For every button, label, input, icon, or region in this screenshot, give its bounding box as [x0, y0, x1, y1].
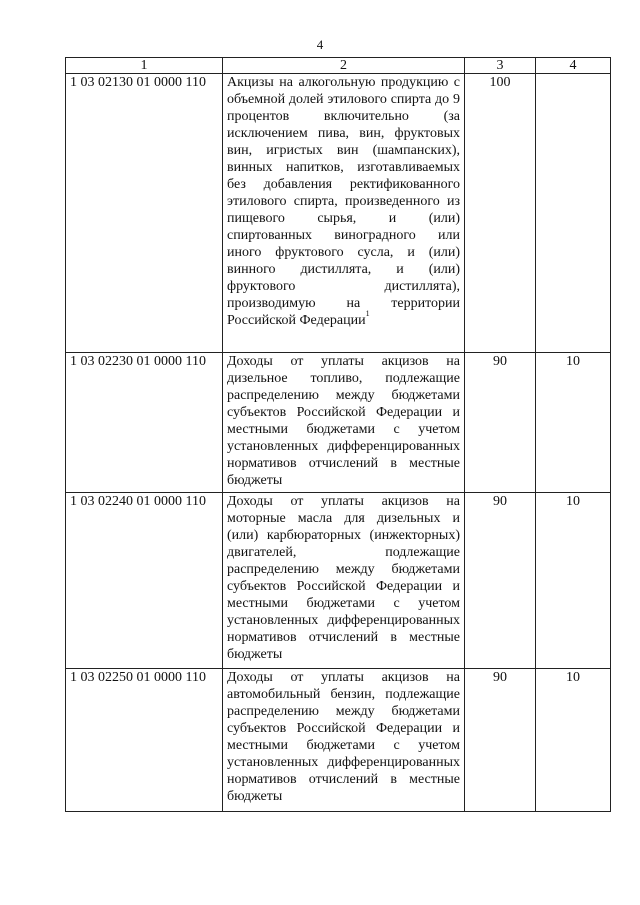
revenue-description	[223, 74, 465, 353]
revenue-code: 1 03 02250 01 0000 110	[66, 669, 223, 812]
col3-value: 90	[465, 493, 536, 669]
col4-value: 10	[536, 493, 611, 669]
revenue-description-text: Акцизы на алкогольную продукцию с объемной долей этилового спирта до 9 процентов включительно (за исключением пива, вин, фруктовых вин, игристых вин (шампанских), винных напитков, изготавливаемых без добавления ректификованного этилового спирта, произведенного из пищевого сырья, и (или) спиртованных виноградного или иного фруктового сусла, и (или) винного дистиллята, и (или) фруктового дистиллята), производимую на территории Российской Федерации	[227, 75, 460, 328]
column-header-1: 1	[66, 58, 223, 74]
column-header-3: 3	[465, 58, 536, 74]
col4-value	[536, 74, 611, 353]
col3-value: 90	[465, 353, 536, 493]
table-header-row	[66, 58, 611, 74]
table-row	[66, 669, 611, 812]
footnote-marker: 1	[365, 309, 370, 319]
budget-revenue-table	[65, 57, 611, 812]
revenue-description: Доходы от уплаты акцизов на дизельное топливо, подлежащие распределению между бюджетами субъектов Российской Федерации и местными бюджетами с учетом установленных дифференцированных нормативов отчислений в местные бюджеты	[223, 353, 465, 493]
revenue-code: 1 03 02240 01 0000 110	[66, 493, 223, 669]
col4-value: 10	[536, 669, 611, 812]
col3-value: 100	[465, 74, 536, 353]
column-header-4: 4	[536, 58, 611, 74]
revenue-code: 1 03 02230 01 0000 110	[66, 353, 223, 493]
col4-value: 10	[536, 353, 611, 493]
revenue-description: Доходы от уплаты акцизов на моторные масла для дизельных и (или) карбюраторных (инжекторных) двигателей, подлежащие распределению между бюджетами субъектов Российской Федерации и местными бюджетами с учетом установленных дифференцированных нормативов отчислений в местные бюджеты	[223, 493, 465, 669]
revenue-code: 1 03 02130 01 0000 110	[66, 74, 223, 353]
column-header-2: 2	[223, 58, 465, 74]
col3-value: 90	[465, 669, 536, 812]
table-row	[66, 353, 611, 493]
revenue-description: Доходы от уплаты акцизов на автомобильный бензин, подлежащие распределению между бюджетами субъектов Российской Федерации и местными бюджетами с учетом установленных дифференцированных нормативов отчислений в местные бюджеты	[223, 669, 465, 812]
table-row	[66, 493, 611, 669]
table-row	[66, 74, 611, 353]
page-number: 4	[316, 37, 324, 52]
